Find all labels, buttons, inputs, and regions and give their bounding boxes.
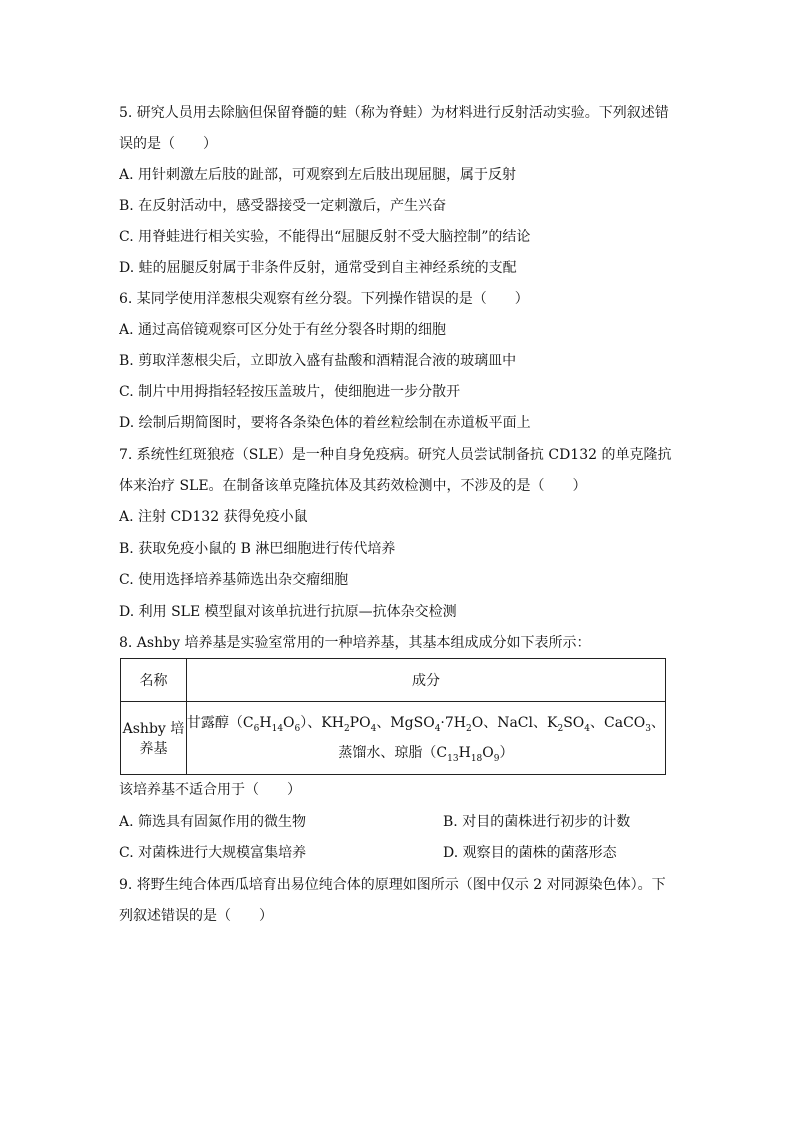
- q8-option-d: D. 观察目的菌株的菌落形态: [443, 845, 617, 861]
- q8-option-a: A. 筛选具有固氮作用的微生物: [119, 814, 307, 830]
- q9-stem-line1: 9. 将野生纯合体西瓜培育出易位纯合体的原理如图所示（图中仅示 2 对同源染色体）。下: [119, 877, 666, 893]
- comp-sub: 2: [343, 723, 350, 734]
- q6-stem-line1: 6. 某同学使用洋葱根尖观察有丝分裂。下列操作错误的是（ ）: [119, 291, 529, 307]
- comp-text: O: [482, 745, 494, 761]
- q6-option-b: B. 剪取洋葱根尖后，立即放入盛有盐酸和酒精混合液的玻璃皿中: [119, 353, 517, 369]
- q8-stem-line1: 8. Ashby 培养基是实验室常用的一种培养基，其基本组成成分如下表所示：: [119, 635, 591, 651]
- table-header-name: 名称: [121, 659, 187, 702]
- q6-option-d: D. 绘制后期简图时，要将各条染色体的着丝粒绘制在赤道板平面上: [119, 415, 531, 431]
- q7-option-b: B. 获取免疫小鼠的 B 淋巴细胞进行传代培养: [119, 541, 396, 557]
- comp-text: O: [283, 715, 295, 731]
- comp-text: H: [259, 715, 272, 731]
- comp-text: 甘露醇（C: [186, 715, 254, 731]
- components-line1: [187, 708, 665, 738]
- comp-text: 、CaCO: [590, 715, 646, 731]
- q5-option-a: A. 用针刺激左后肢的趾部，可观察到左后肢出现屈腿，属于反射: [119, 167, 517, 183]
- comp-sub: 13: [447, 753, 459, 764]
- comp-text: ·7H: [440, 715, 466, 731]
- components-line2: [187, 738, 665, 768]
- comp-text: ）: [499, 745, 514, 761]
- comp-sub: 18: [470, 753, 483, 764]
- q5-option-b: B. 在反射活动中，感受器接受一定刺激后，产生兴奋: [119, 198, 447, 214]
- q8-option-c: C. 对菌株进行大规模富集培养: [119, 845, 307, 861]
- comp-sub: 14: [271, 723, 284, 734]
- comp-sub: 6: [294, 723, 301, 734]
- comp-sub: 3: [645, 723, 651, 734]
- q5-option-d: D. 蛙的屈腿反射属于非条件反射，通常受到自主神经系统的支配: [119, 260, 517, 276]
- q8-after-table: 该培养基不适合用于（ ）: [119, 782, 301, 798]
- q5-stem-line2: 误的是（ ）: [119, 136, 217, 152]
- table-cell-components: [186, 702, 665, 775]
- comp-text: 、MgSO: [376, 715, 435, 731]
- comp-text: SO: [563, 715, 585, 731]
- table-cell-medium-name: Ashby 培养基: [121, 702, 187, 775]
- q9-stem-line2: 列叙述错误的是（ ）: [119, 908, 273, 924]
- q7-option-c: C. 使用选择培养基筛选出杂交瘤细胞: [119, 572, 349, 588]
- q7-stem-line2: 体来治疗 SLE。在制备该单克隆抗体及其药效检测中，不涉及的是（ ）: [119, 478, 587, 494]
- q7-option-d: D. 利用 SLE 模型鼠对该单抗进行抗原—抗体杂交检测: [119, 604, 457, 620]
- comp-sub: 2: [466, 723, 472, 734]
- q7-option-a: A. 注射 CD132 获得免疫小鼠: [119, 509, 308, 525]
- comp-sub: 4: [434, 723, 441, 734]
- comp-sub: 4: [370, 723, 377, 734]
- comp-sub: 4: [584, 723, 591, 734]
- comp-sub: 6: [253, 723, 260, 734]
- table-header-components: 成分: [186, 659, 665, 702]
- q8-option-b: B. 对目的菌株进行初步的计数: [443, 814, 631, 830]
- comp-sub: 9: [493, 753, 500, 764]
- comp-text: PO: [349, 715, 371, 731]
- comp-text: O、NaCl、K: [471, 715, 558, 731]
- comp-text: 蒸馏水、琼脂（C: [338, 745, 448, 761]
- q6-option-a: A. 通过高倍镜观察可区分处于有丝分裂各时期的细胞: [119, 322, 447, 338]
- q5-stem-line1: 5. 研究人员用去除脑但保留脊髓的蛙（称为脊蛙）为材料进行反射活动实验。下列叙述错: [119, 105, 669, 121]
- comp-sub: 2: [557, 723, 564, 734]
- q7-stem-line1: 7. 系统性红斑狼疮（SLE）是一种自身免疫病。研究人员尝试制备抗 CD132 的单克隆抗: [119, 447, 672, 463]
- comp-text: H: [458, 745, 471, 761]
- table-header-row: [121, 659, 666, 702]
- q6-option-c: C. 制片中用拇指轻轻按压盖玻片，使细胞进一步分散开: [119, 384, 461, 400]
- media-composition-table: [120, 658, 666, 775]
- comp-text: 、: [651, 715, 665, 731]
- comp-text: ）、KH: [300, 715, 344, 731]
- table-row: [121, 702, 666, 775]
- q5-option-c: C. 用脊蛙进行相关实验，不能得出“屈腿反射不受大脑控制”的结论: [119, 229, 531, 245]
